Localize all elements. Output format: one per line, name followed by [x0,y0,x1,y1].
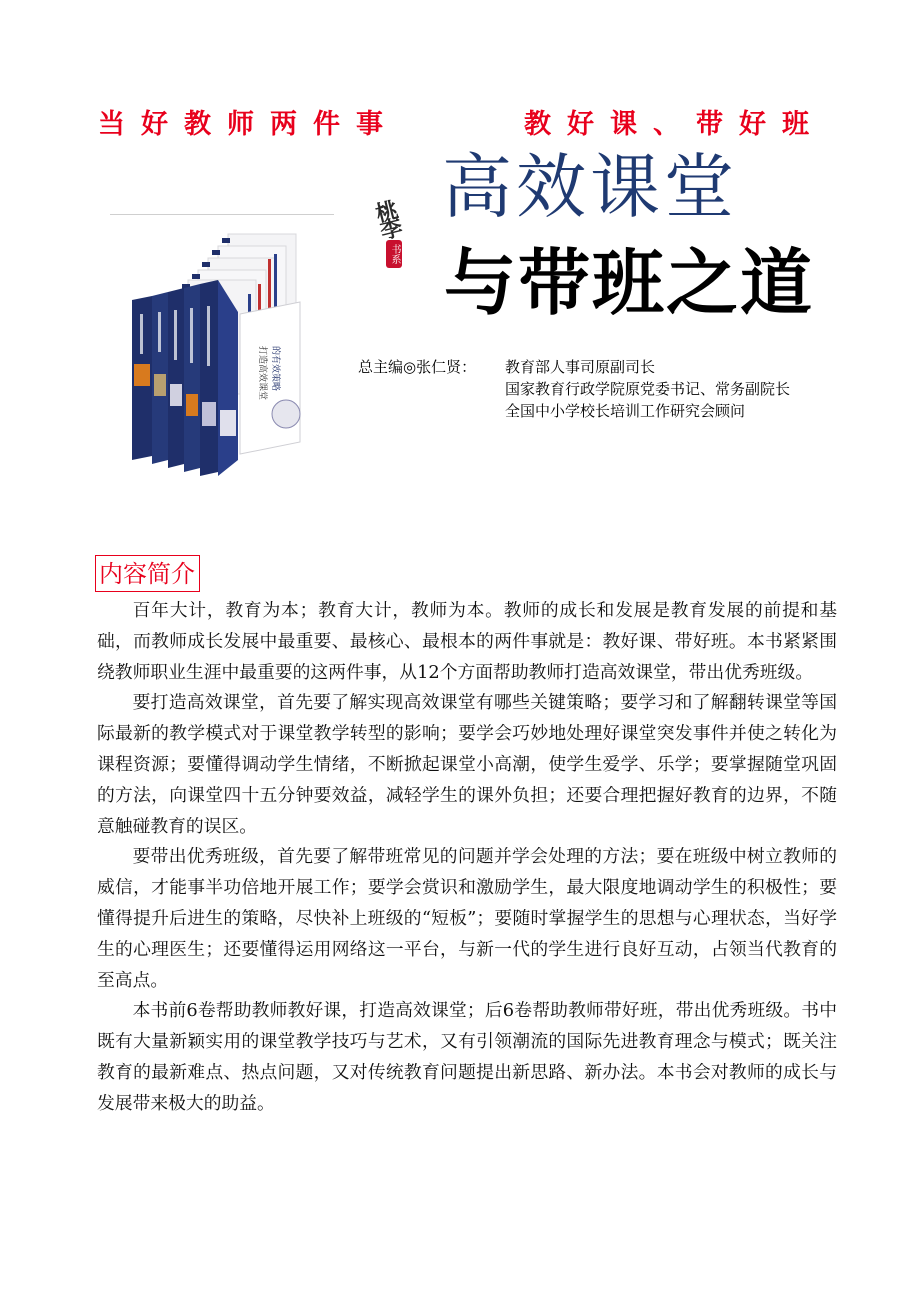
section-heading: 内容简介 [95,555,200,592]
editor-position: 教育部人事司原副司长 [505,358,656,376]
editor-position: 全国中小学校长培训工作研究会顾问 [505,402,746,420]
book-title-line1: 高效课堂 [442,146,738,228]
paragraph: 本书前6卷帮助教师教好课，打造高效课堂；后6卷帮助教师带好班，带出优秀班级。书中既有大量新颖实用的课堂教学技巧与艺术，又有引领潮流的国际先进教育理念与模式；既关注教育的最新难点、热点问题，又对传统教育问题提出新思路、新办法。本书会对教师的成长与发展带来极大的助益。 [97,1000,837,1114]
series-logo-stamp: 书系 [386,240,402,268]
book-stack-illustration [110,214,334,478]
paragraph: 要打造高效课堂，首先要了解实现高效课堂有哪些关键策略；要学习和了解翻转课堂等国际最新的教学模式对于课堂教学转型的影响；要学会巧妙地处理好课堂突发事件并使之转化为课程资源；要懂得调动学生情绪，不断掀起课堂小高潮，使学生爱学、乐学；要掌握随堂巩固的方法，向课堂四十五分钟要效益，减轻学生的课外负担；还要合理把握好教育的边界，不随意触碰教育的误区。 [97,692,837,837]
book-title-line2: 与带班之道 [444,241,815,325]
slogan-left: 当好教师两件事 [98,109,399,140]
editor-positions [505,356,790,422]
section-body [97,596,837,1120]
book-set-image [110,214,334,478]
divider [110,214,334,215]
series-logo-brush-text: 桃李 [370,197,404,239]
paragraph: 要带出优秀班级，首先要了解带班常见的问题并学会处理的方法；要在班级中树立教师的威信，才能事半功倍地开展工作；要学会赏识和激励学生，最大限度地调动学生的积极性；要懂得提升后进生的策略，尽快补上班级的“短板”；要随时掌握学生的思想与心理状态，当好学生的心理医生；还要懂得运用网络这一平台，与新一代的学生进行良好互动，占领当代教育的至高点。 [97,846,837,991]
svg-text:打造高效课堂: 打造高效课堂 [257,346,267,401]
svg-text:的有效策略: 的有效策略 [270,346,280,392]
slogan-right: 教好课、带好班 [524,109,825,140]
editor-position: 国家教育行政学院原党委书记、常务副院长 [505,380,791,398]
editor-label: 总主编◎张仁贤： [358,358,477,376]
paragraph: 百年大计，教育为本；教育大计，教师为本。教师的成长和发展是教育发展的前提和基础，而教师成长发展中最重要、最核心、最根本的两件事就是：教好课、带好班。本书紧紧围绕教师职业生涯中最重要的这两件事，从12个方面帮助教师打造高效课堂，带出优秀班级。 [97,600,837,683]
series-logo [372,194,416,278]
